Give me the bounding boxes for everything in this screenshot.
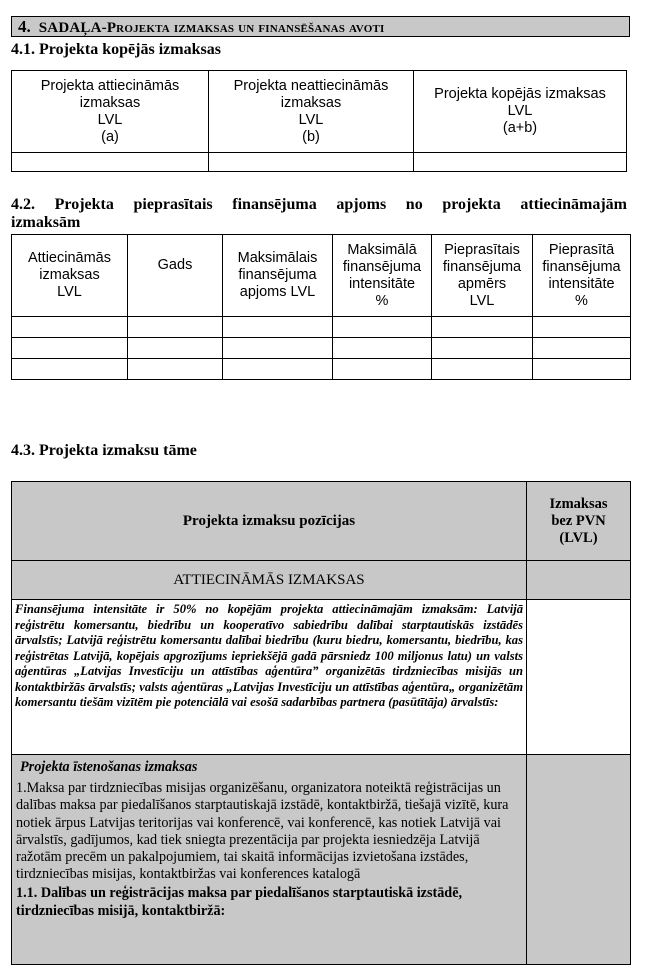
cell-eligible-value[interactable] [12, 153, 209, 172]
cell-total-value[interactable] [414, 153, 627, 172]
cell-intensity-value[interactable] [527, 600, 631, 755]
table-row [12, 317, 631, 338]
col-eligible: Attiecināmās izmaksas LVL [12, 235, 128, 317]
col-cost-positions: Projekta izmaksu pozīcijas [12, 482, 527, 561]
implementation-costs [12, 755, 527, 965]
section-title: SADAĻA-Projekta izmaksas un finansēšanas avoti [38, 20, 385, 36]
heading-4-1: 4.1. Projekta kopējās izmaksas [11, 41, 221, 58]
table-row [12, 359, 631, 380]
col-requested-amount: Pieprasītais finansējuma apmērs LVL [432, 235, 533, 317]
col-max-amount: Maksimālais finansējuma apjoms LVL [223, 235, 333, 317]
intensity-note: Finansējuma intensitāte ir 50% no kopējām projekta attiecināmajām izmaksām: Latvijā reģistrētu komersantu, biedrību un kooperatīvo sabiedrību dalībai starptautiskās izstādēs ārvalstīs; Latvijā reģistrētu komersantu dalībai biedrību (kuru biedru, komersantu, biedrību, kas reģistrētas Latvijā, kopējais apgrozījums iepriekšējā gadā pārsniedz 100 miljonus latu) un valsts aģentūras „Latvijas Investīciju un attīstības aģentūra” organizētās tirdzniecības misijās un kontaktbiržās ārvalstīs; valsts aģentūras „Latvijas Investīciju un attīstības aģentūra„ organizētām komersantu tiešām vizītēm pie potenciālā vai esošā sadarbības partnera (pasūtītāja) ārvalstīs: [12, 600, 527, 755]
col-ineligible-costs: Projekta neattiecināmās izmaksas LVL (b) [209, 71, 414, 153]
col-total-costs: Projekta kopējās izmaksas LVL (a+b) [414, 71, 627, 153]
heading-4-2-line2: izmaksām [11, 214, 81, 231]
table-requested-funding [11, 234, 631, 380]
table-total-costs [11, 70, 627, 172]
table-row [12, 338, 631, 359]
item-1-1: 1.1. Dalības un reģistrācijas maksa par piedalīšanos starptautiskā izstādē, tirdzniecības misijā, kontaktbiržā: [16, 885, 463, 919]
impl-text: 1.Maksa par tirdzniecības misijas organizēšanu, organizatora noteiktā reģistrācijas un dalības maksa par piedalīšanos starptautiskajā izstādē, kontaktbiržā, tiešajā vizītē, kura notiek ārpus Latvijas teritorijas vai konferencē, vai konferencē, kas notiek Latvijā vai ārvalstīs, gadījumos, kad tiek sniegta prezentācija par projekta iesniedzēja Latvijā ražotām precēm un pakalpojumiem, tai skaitā informācijas izvietošana izstādes, tirdzniecības misijas, kontaktbiržas vai konferences katalogā [16, 780, 509, 883]
section-header [11, 16, 630, 37]
impl-title: Projekta īstenošanas izmaksas [20, 759, 198, 775]
heading-4-3: 4.3. Projekta izmaksu tāme [11, 442, 197, 459]
cell-implementation-value[interactable] [527, 755, 631, 965]
category-eligible-costs: ATTIECINĀMĀS IZMAKSAS [12, 561, 527, 600]
col-requested-intensity: Pieprasītā finansējuma intensitāte % [533, 235, 631, 317]
table-cost-estimate [11, 481, 631, 965]
heading-4-2-line1: 4.2. Projekta pieprasītais finansējuma apjoms no projekta attiecināmajām [11, 196, 627, 213]
col-costs-excl-vat: Izmaksas bez PVN (LVL) [527, 482, 631, 561]
cell-category-value[interactable] [527, 561, 631, 600]
cell-ineligible-value[interactable] [209, 153, 414, 172]
col-eligible-costs: Projekta attiecināmās izmaksas LVL (a) [12, 71, 209, 153]
col-year: Gads [128, 235, 223, 317]
col-max-intensity: Maksimālā finansējuma intensitāte % [333, 235, 432, 317]
section-number: 4. [18, 17, 31, 36]
